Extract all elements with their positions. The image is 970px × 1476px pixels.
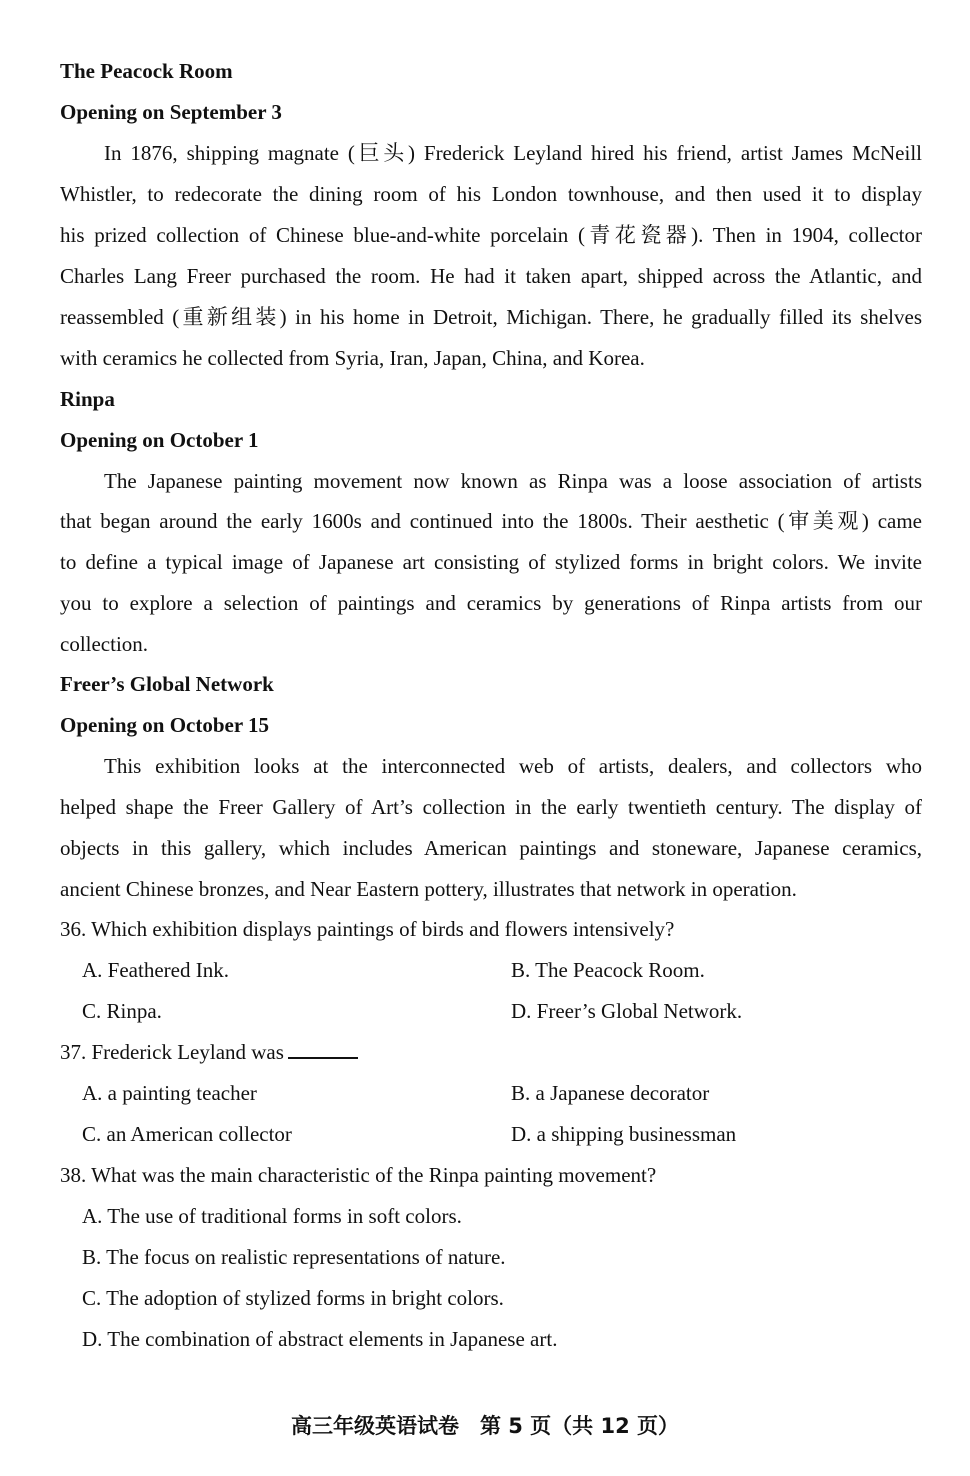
paragraph-line: his prized collection of Chinese blue-and-white porcelain (青花瓷器). Then in 1904, collector <box>60 223 922 247</box>
question-38-option-c[interactable]: C. The adoption of stylized forms in bright colors. <box>82 1286 504 1310</box>
question-36-option-c[interactable]: C. Rinpa. <box>82 999 162 1023</box>
paragraph-line: Whistler, to redecorate the dining room of his London townhouse, and then used it to display <box>60 182 922 206</box>
section-title-peacock-room: The Peacock Room <box>60 59 233 83</box>
question-37-option-c[interactable]: C. an American collector <box>82 1122 292 1146</box>
paragraph-line: you to explore a selection of paintings and ceramics by generations of Rinpa artists from our <box>60 591 922 615</box>
paragraph-line: objects in this gallery, which includes American paintings and stoneware, Japanese ceramics, <box>60 836 922 860</box>
question-37-option-b[interactable]: B. a Japanese decorator <box>511 1081 710 1105</box>
paragraph-line: ancient Chinese bronzes, and Near Eastern pottery, illustrates that network in operation. <box>60 877 797 901</box>
paragraph-line: This exhibition looks at the interconnected web of artists, dealers, and collectors who <box>104 754 922 778</box>
paragraph-line: In 1876, shipping magnate (巨头) Frederick Leyland hired his friend, artist James McNeill <box>104 141 922 165</box>
paragraph-line: to define a typical image of Japanese art consisting of stylized forms in bright colors. We invite <box>60 550 922 574</box>
paragraph-line: with ceramics he collected from Syria, Iran, Japan, China, and Korea. <box>60 346 645 370</box>
section-title-freers-global-network: Freer’s Global Network <box>60 672 274 696</box>
question-37-stem: 37. Frederick Leyland was <box>60 1040 284 1064</box>
paragraph-line: that began around the early 1600s and continued into the 1800s. Their aesthetic (审美观) came <box>60 509 922 533</box>
question-36-option-b[interactable]: B. The Peacock Room. <box>511 958 705 982</box>
opening-date-freers-global-network: Opening on October 15 <box>60 713 270 737</box>
opening-date-rinpa: Opening on October 1 <box>60 428 259 452</box>
question-37-option-a[interactable]: A. a painting teacher <box>82 1081 257 1105</box>
question-38-option-a[interactable]: A. The use of traditional forms in soft colors. <box>82 1204 462 1228</box>
question-38-option-b[interactable]: B. The focus on realistic representations of nature. <box>82 1245 506 1269</box>
page-footer: 高三年级英语试卷 第 5 页（共 12 页） <box>290 1414 680 1438</box>
paragraph-line: The Japanese painting movement now known as Rinpa was a loose association of artists <box>104 469 922 493</box>
paragraph-line: reassembled (重新组装) in his home in Detroit, Michigan. There, he gradually filled its shelves <box>60 305 922 329</box>
question-36-option-d[interactable]: D. Freer’s Global Network. <box>511 999 743 1023</box>
paragraph-line: Charles Lang Freer purchased the room. He had it taken apart, shipped across the Atlantic, and <box>60 264 922 288</box>
question-37-option-d[interactable]: D. a shipping businessman <box>511 1122 737 1146</box>
question-38-option-d[interactable]: D. The combination of abstract elements in Japanese art. <box>82 1327 558 1351</box>
answer-blank <box>288 1039 358 1059</box>
question-38-stem: 38. What was the main characteristic of the Rinpa painting movement? <box>60 1163 657 1187</box>
paragraph-line: collection. <box>60 632 149 656</box>
question-37-stem-row <box>60 1039 358 1065</box>
opening-date-peacock-room: Opening on September 3 <box>60 100 282 124</box>
paragraph-line: helped shape the Freer Gallery of Art’s collection in the early twentieth century. The display of <box>60 795 922 819</box>
question-36-option-a[interactable]: A. Feathered Ink. <box>82 958 229 982</box>
question-36-stem: 36. Which exhibition displays paintings of birds and flowers intensively? <box>60 917 675 941</box>
section-title-rinpa: Rinpa <box>60 387 115 411</box>
